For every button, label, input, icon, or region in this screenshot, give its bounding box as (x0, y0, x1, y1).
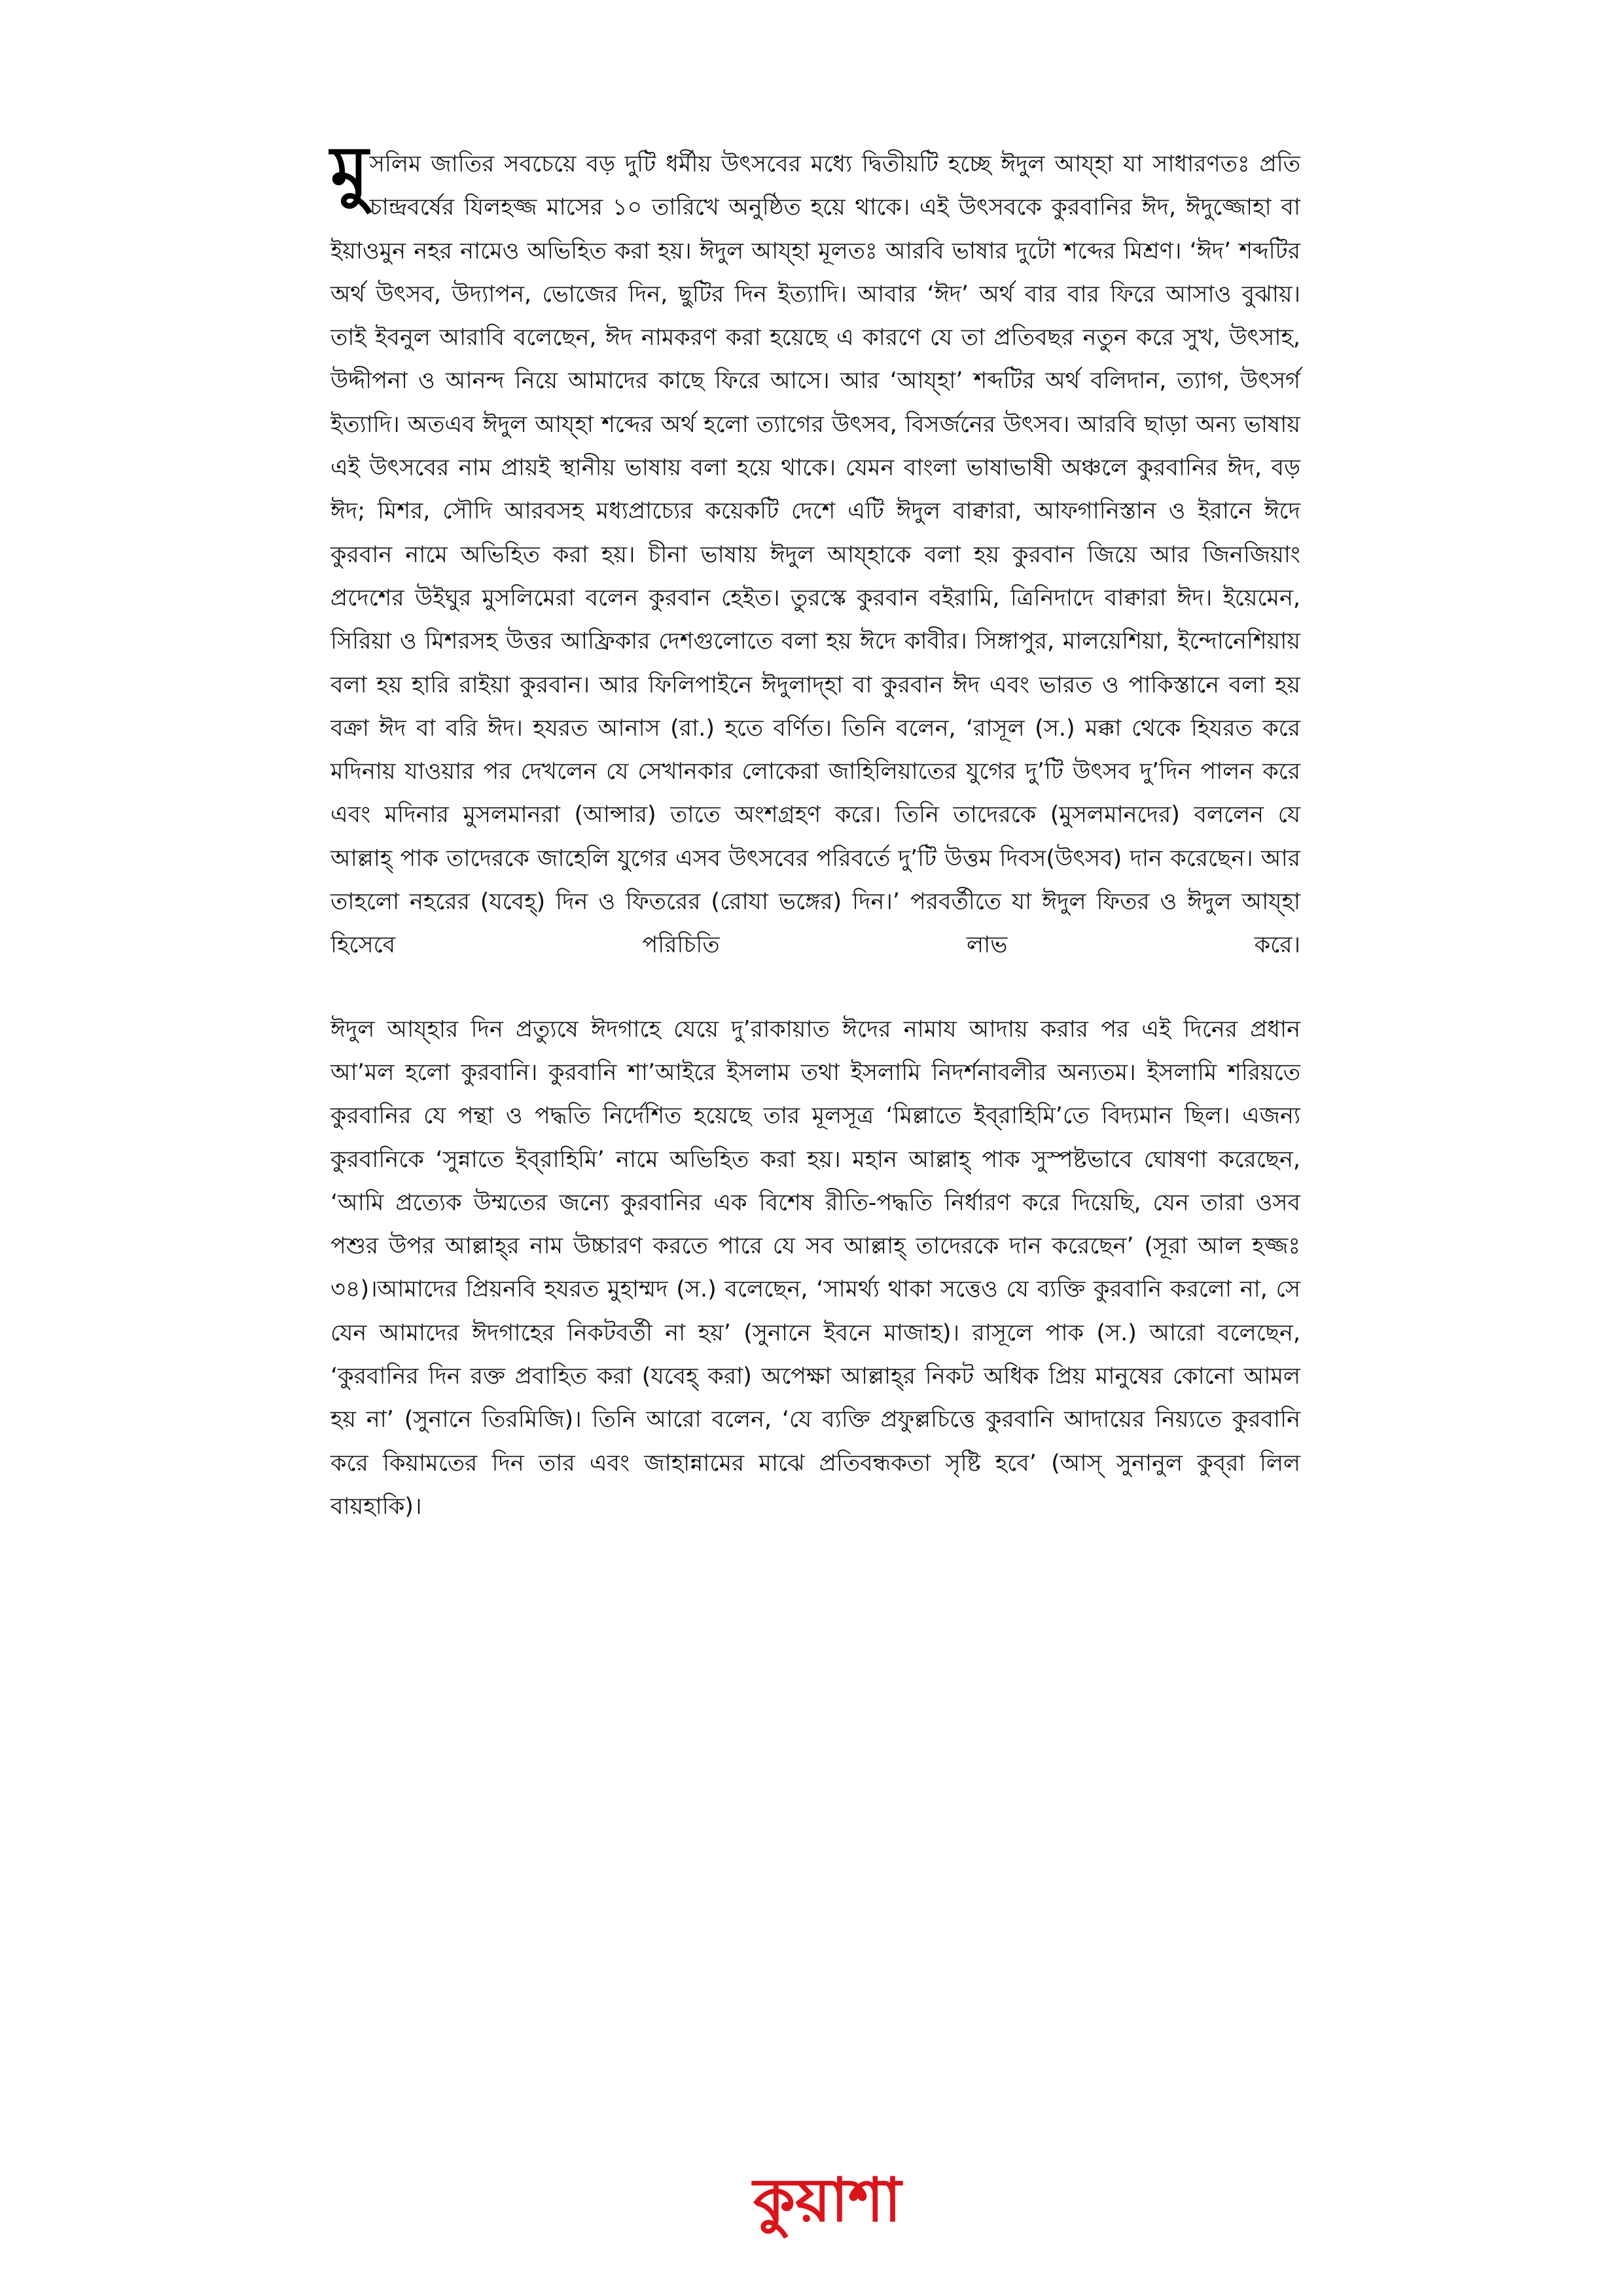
publisher-logo (690, 2163, 965, 2242)
article-body (330, 131, 1300, 1528)
article-paragraph-1 (330, 131, 1300, 967)
logo-wordmark: কুয়াশা (753, 2165, 902, 2235)
paragraph-1-text: সলিম জাতির সবচেয়ে বড় দুটি ধর্মীয় উৎসবের মধ্যে দ্বিতীয়টি হচ্ছে ঈদুল আয্হা যা সাধারণতঃ প্রতি চান্দ্রবর্ষের যিলহজ্জ মাসের ১০ তারিখে অনুষ্ঠিত হয়ে থাকে। এই উৎসবকে কুরবানির ঈদ, ঈদুজ্জোহা বা ইয়াওমুন নহর নামেও অভিহিত করা হয়। ঈদুল আয্হা মূলতঃ আরবি ভাষার দুটো শব্দের মিশ্রণ। ‘ঈদ’ শব্দটির অর্থ উৎসব, উদ্যাপন, ভোজের দিন, ছুটির দিন ইত্যাদি। আবার ‘ঈদ’ অর্থ বার বার ফিরে আসাও বুঝায়। তাই ইবনুল আরাবি বলেছেন, ঈদ নামকরণ করা হয়েছে এ কারণে যে তা প্রতিবছর নতুন করে সুখ, উৎসাহ, উদ্দীপনা ও আনন্দ নিয়ে আমাদের কাছে ফিরে আসে। আর ‘আয্হা’ শব্দটির অর্থ বলিদান, ত্যাগ, উৎসর্গ ইত্যাদি। অতএব ঈদুল আয্হা শব্দের অর্থ হলো ত্যাগের উৎসব, বিসর্জনের উৎসব। আরবি ছাড়া অন্য ভাষায় এই উৎসবের নাম প্রায়ই স্থানীয় ভাষায় বলা হয়ে থাকে। যেমন বাংলা ভাষাভাষী অঞ্চলে কুরবানির ঈদ, বড় ঈদ; মিশর, সৌদি আরবসহ মধ্যপ্রাচ্যের কয়েকটি দেশে এটি ঈদুল বাক্বারা, আফগানিস্তান ও ইরানে ঈদে কুরবান নামে অভিহিত করা হয়। চীনা ভাষায় ঈদুল আয্হাকে বলা হয় কুরবান জিয়ে আর জিনজিয়াং প্রদেশের উইঘুর মুসলিমেরা বলেন কুরবান হেইত। তুরস্কে কুরবান বইরামি, ত্রিনিদাদে বাক্বারা ঈদ। ইয়েমেন, সিরিয়া ও মিশরসহ উত্তর আফ্রিকার দেশগুলোতে বলা হয় ঈদে কাবীর। সিঙ্গাপুর, মালয়েশিয়া, ইন্দোনেশিয়ায় বলা হয় হারি রাইয়া কুরবান। আর ফিলিপাইনে ঈদুলাদ্হা বা কুরবান ঈদ এবং ভারত ও পাকিস্তানে বলা হয় বক্রা ঈদ বা বরি ঈদ। হযরত আনাস (রা.) হতে বর্ণিত। তিনি বলেন, ‘রাসূল (স.) মক্কা থেকে হিযরত করে মদিনায় যাওয়ার পর দেখলেন যে সেখানকার লোকেরা জাহিলিয়াতের যুগের দু’টি উৎসব দু’দিন পালন করে এবং মদিনার মুসলমানরা (আন্সার) তাতে অংশগ্রহণ করে। তিনি তাদেরকে (মুসলমানদের) বললেন যে আল্লাহ্ পাক তাদেরকে জাহেলি যুগের এসব উৎসবের পরিবর্তে দু’টি উত্তম দিবস(উৎসব) দান করেছেন। আর তাহলো নহরের (যবেহ্) দিন ও ফিতরের (রোযা ভঙ্গের) দিন।’ পরবর্তীতে যা ঈদুল ফিতর ও ঈদুল আয্হা হিসেবে পরিচিতি লাভ করে। (330, 151, 1300, 959)
article-paragraph-2: ঈদুল আয্হার দিন প্রত্যুষে ঈদগাহে যেয়ে দু’রাকায়াত ঈদের নামায আদায় করার পর এই দিনের প্রধান আ’মল হলো কুরবানি। কুরবানি শা’আইরে ইসলাম তথা ইসলামি নিদর্শনাবলীর অন্যতম। ইসলামি শরিয়তে কুরবানির যে পন্থা ও পদ্ধতি নির্দেশিত হয়েছে তার মূলসূত্র ‘মিল্লাতে ইব্‌রাহিমি’তে বিদ্যমান ছিল। এজন্য কুরবানিকে ‘সুন্নাতে ইব্‌রাহিমি’ নামে অভিহিত করা হয়। মহান আল্লাহ্ পাক সুস্পষ্টভাবে ঘোষণা করেছেন, ‘আমি প্রত্যেক উম্মতের জন্যে কুরবানির এক বিশেষ রীতি-পদ্ধতি নির্ধারণ করে দিয়েছি, যেন তারা ওসব পশুর উপর আল্লাহ্‌র নাম উচ্চারণ করতে পারে যে সব আল্লাহ্ তাদেরকে দান করেছেন’ (সূরা আল হজ্জঃ ৩৪)।আমাদের প্রিয়নবি হযরত মুহাম্মদ (স.) বলেছেন, ‘সামর্থ্য থাকা সত্তেও যে ব্যক্তি কুরবানি করলো না, সে যেন আমাদের ঈদগাহের নিকটবর্তী না হয়’ (সুনানে ইবনে মাজাহ)। রাসূলে পাক (স.) আরো বলেছেন, ‘কুরবানির দিন রক্ত প্রবাহিত করা (যবেহ্ করা) অপেক্ষা আল্লাহ্‌র নিকট অধিক প্রিয় মানুষের কোনো আমল হয় না’ (সুনানে তিরমিজি)। তিনি আরো বলেন, ‘যে ব্যক্তি প্রফুল্লচিত্তে কুরবানি আদায়ের নিয়্যতে কুরবানি করে কিয়ামতের দিন তার এবং জাহান্নামের মাঝে প্রতিবন্ধকতা সৃষ্টি হবে’ (আস্ সুনানুল কুব্‌রা লিল বায়হাকি)। (330, 1016, 1300, 1520)
drop-cap: মু (330, 131, 368, 211)
